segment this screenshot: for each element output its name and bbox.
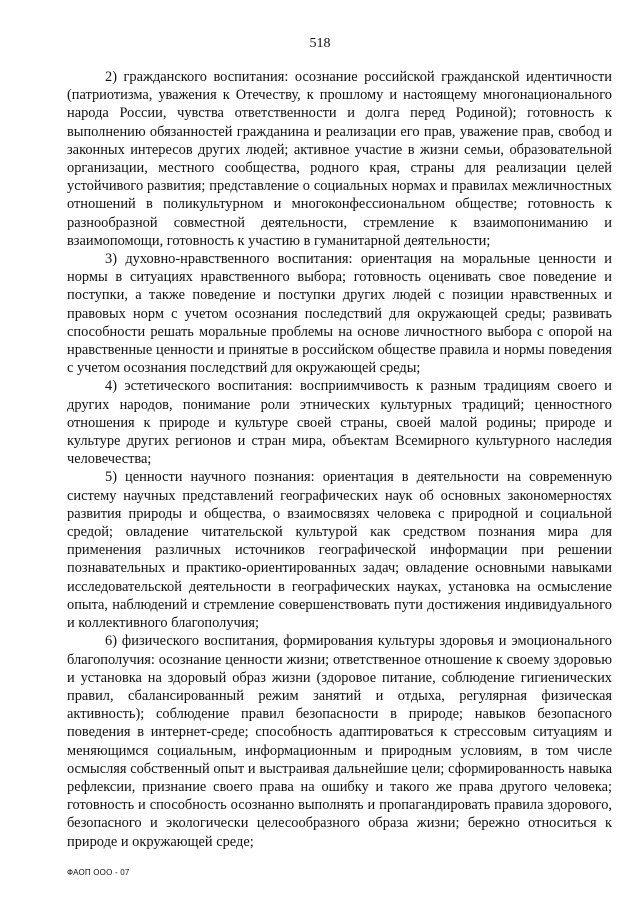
paragraph-physical-education: 6) физического воспитания, формирования культуры здоровья и эмоционального благополучия: осознание ценности жизни; ответственное отношение к своему здоровью и установка на здоровый образ жизни (здоровое питание, соблюдение гигиенических правил, сбалансированный режим занятий и отдыха, регулярная физическая активность); соблюдение правил безопасности в природе; навыков безопасного поведения в интернет-среде; способность адаптироваться к стрессовым ситуациям и меняющимся социальным, информационным и природным условиям, в том числе осмысляя собственный опыт и выстраивая дальнейшие цели; сформированность навыка рефлексии, признание своего права на ошибку и такого же права другого человека; готовность и способность осознанно выполнять и пропагандировать правила здорового, безопасного и экологически целесообразного образа жизни; бережно относиться к природе и окружающей среде; [67, 633, 612, 850]
body-text [67, 68, 612, 851]
paragraph-scientific-knowledge: 5) ценности научного познания: ориентация в деятельности на современную систему научных представлений географических наук об основных закономерностях развития природы и общества, о взаимосвязях человека с природной и социальной средой; овладение читательской культурой как средством познания мира для применения различных источников географической информации при решении познавательных и практико-ориентированных задач; овладение основными навыками исследовательской деятельности в географических науках, установка на осмысление опыта, наблюдений и стремление совершенствовать пути достижения индивидуального и коллективного благополучия; [67, 469, 612, 632]
paragraph-aesthetic-education: 4) эстетического воспитания: восприимчивость к разным традициям своего и других народов, понимание роли этнических культурных традиций; ценностного отношения к природе и культуре своей страны, своей малой родины; природе и культуре других регионов и стран мира, объектам Всемирного культурного наследия человечества; [67, 378, 612, 468]
page-number: 518 [309, 36, 331, 51]
footer-document-code: ФАОП ООО - 07 [67, 868, 130, 877]
paragraph-spiritual-moral-education: 3) духовно-нравственного воспитания: ориентация на моральные ценности и нормы в ситуациях нравственного выбора; готовность оценивать свое поведение и поступки, а также поведение и поступки других людей с позиции нравственных и правовых норм с учетом осознания последствий для окружающей среды; развивать способности решать моральные проблемы на основе личностного выбора с опорой на нравственные ценности и принятые в российском обществе правила и нормы поведения с учетом осознания последствий для окружающей среды; [67, 251, 612, 377]
paragraph-civic-education: 2) гражданского воспитания: осознание российской гражданской идентичности (патриотизма, уважения к Отечеству, к прошлому и настоящему многонационального народа России, чувства ответственности и долга перед Родиной); готовность к выполнению обязанностей гражданина и реализации его прав, уважение прав, свобод и законных интересов других людей; активное участие в жизни семьи, образовательной организации, местного сообщества, родного края, страны для реализации целей устойчивого развития; представление о социальных нормах и правилах межличностных отношений в поликультурном и многоконфессиональном обществе; готовность к разнообразной совместной деятельности, стремление к взаимопониманию и взаимопомощи, готовность к участию в гуманитарной деятельности; [67, 69, 612, 249]
